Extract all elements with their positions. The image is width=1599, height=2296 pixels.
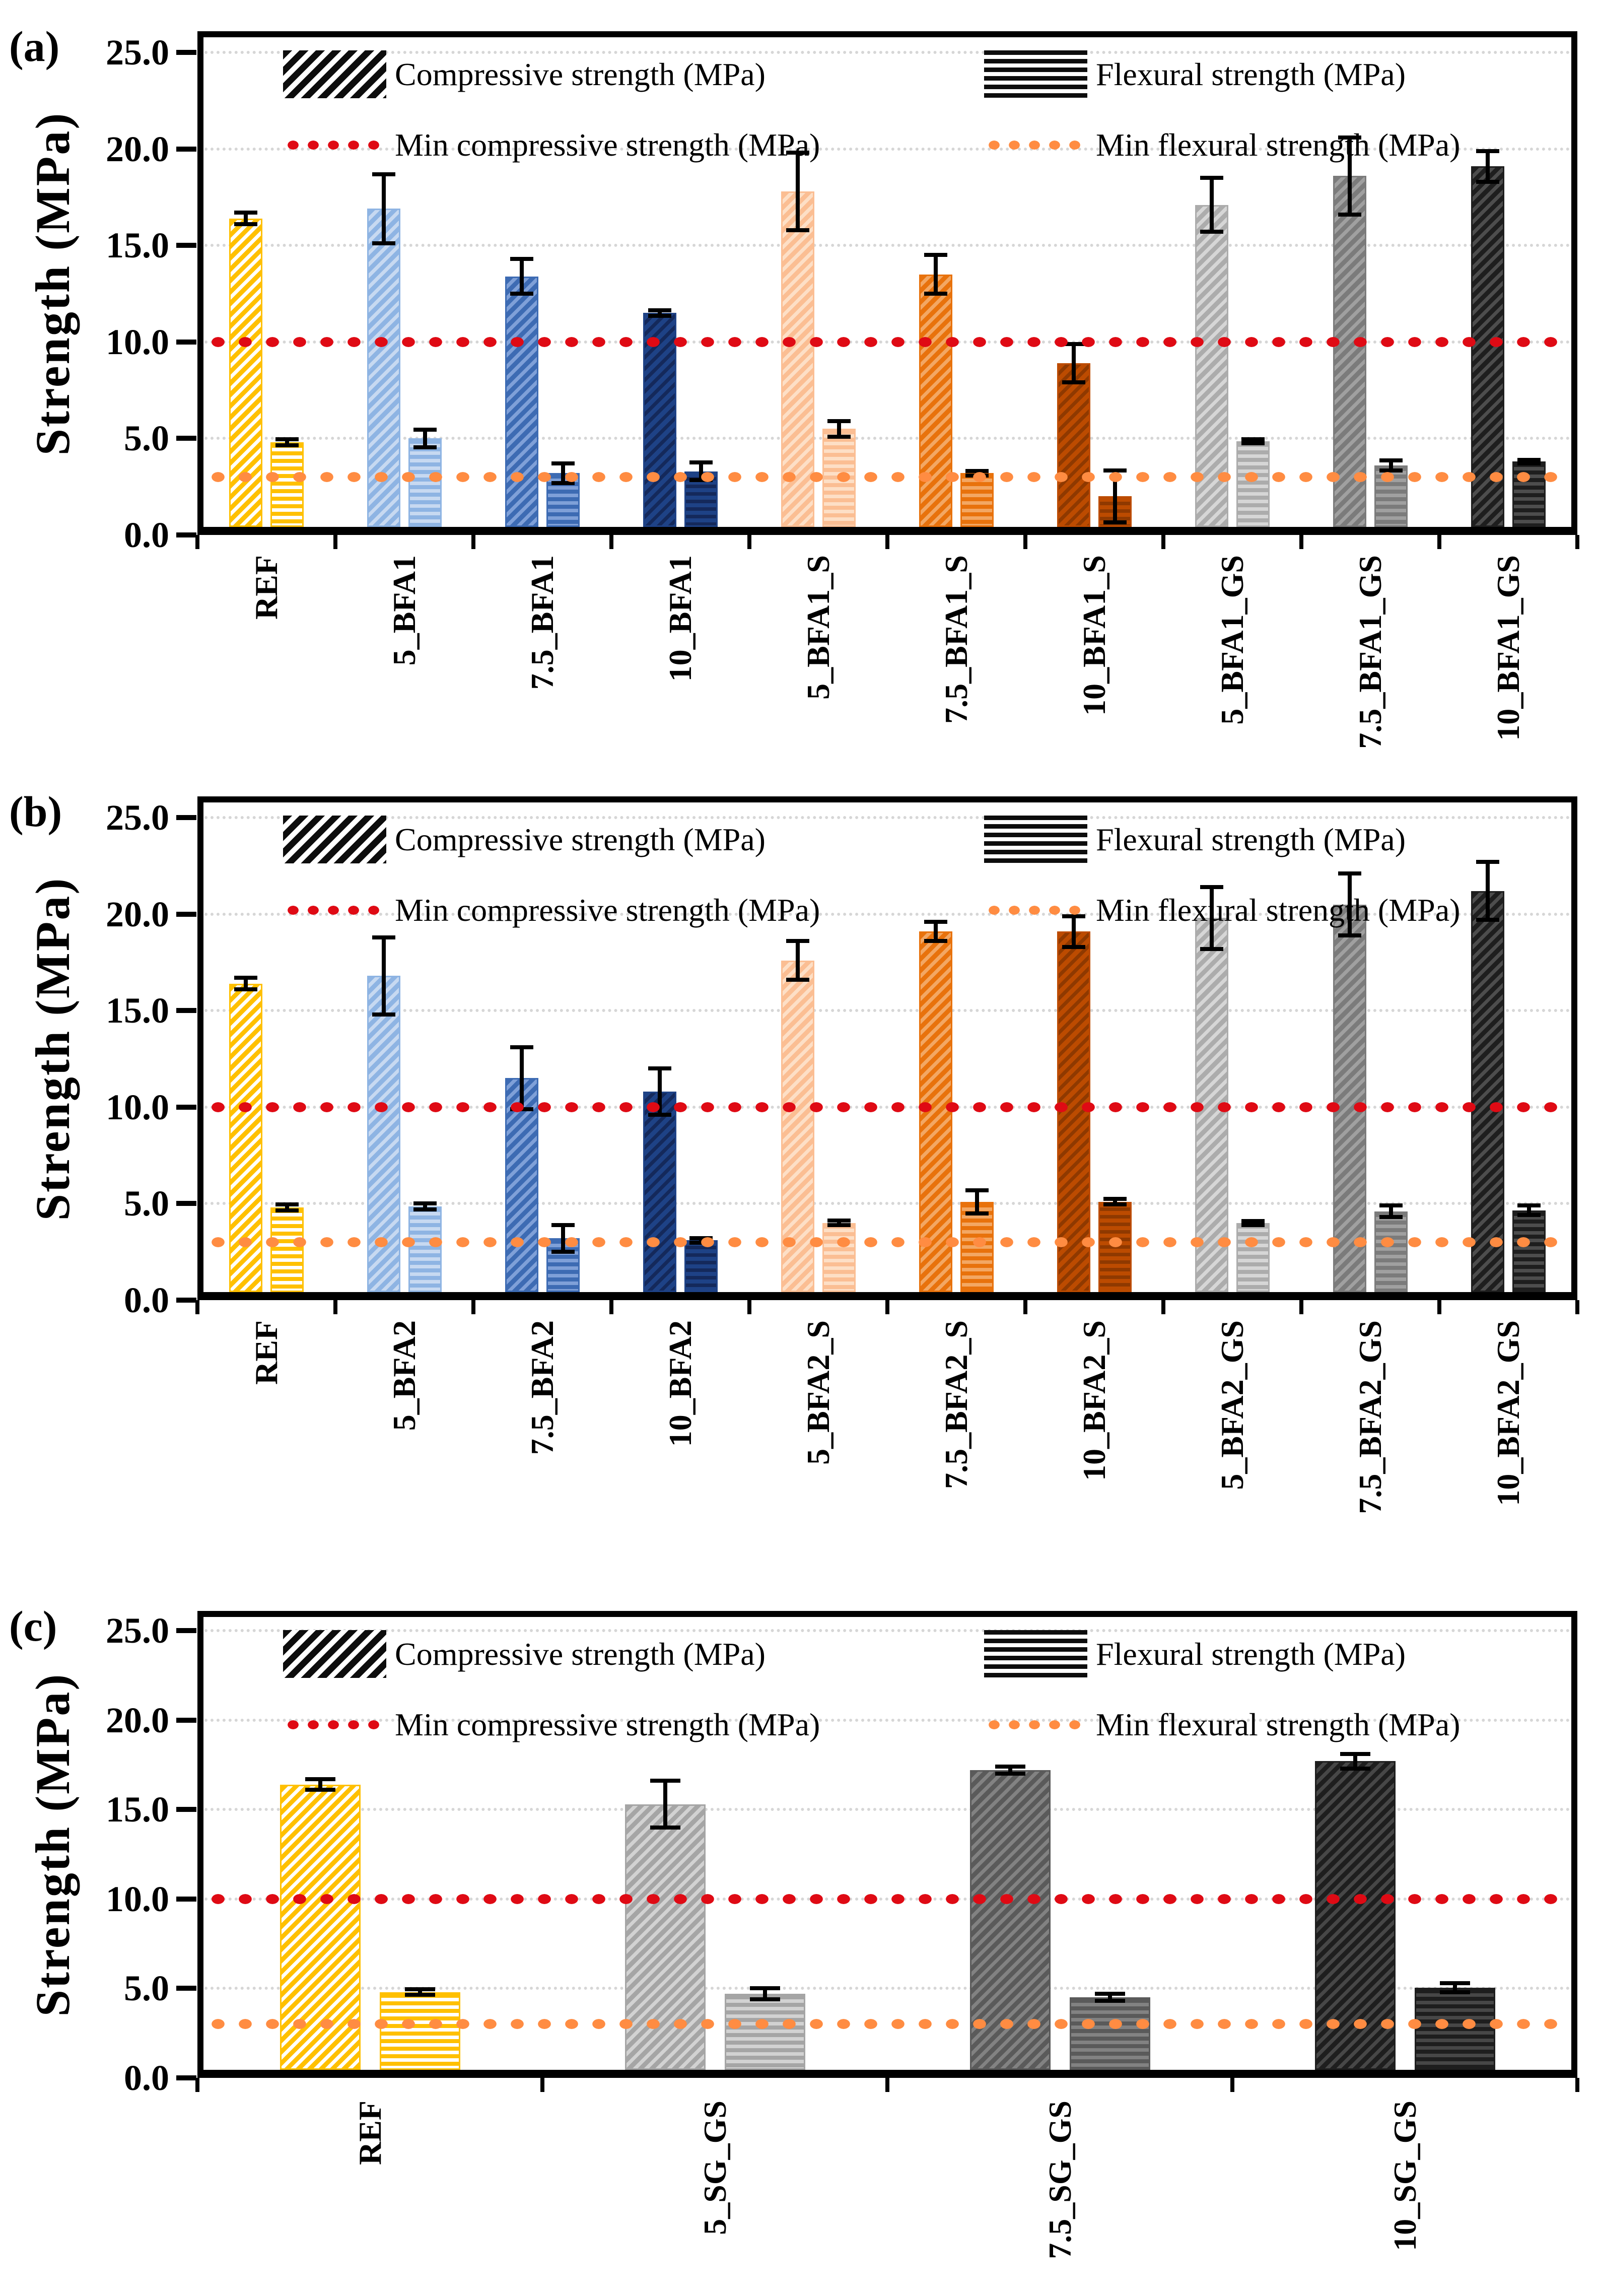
legend-min-flexural: Min flexural strength (MPa) [1096,892,1461,928]
errorbar-cap-bottom [648,314,671,318]
errorbar-cap-top [372,935,395,939]
errorbar-cap-bottom [1200,230,1223,234]
errorbar-cap-bottom [786,228,809,232]
y-tick-label: 20.0 [106,128,169,169]
y-tick-mark [176,436,196,441]
y-tick-mark [176,1628,196,1633]
errorbar-cap-top [305,1777,335,1781]
errorbar-10_BFA1_S [1072,344,1076,383]
errorbar-cap-top [650,1779,680,1783]
errorbar-cap-bottom [1103,520,1127,524]
errorbar-cap-top [1440,1981,1470,1985]
y-tick-mark [176,1807,196,1812]
legend-min-compressive: Min compressive strength (MPa) [395,1707,820,1742]
x-tick-label-10_BFA1_S: 10_BFA1_S [1076,555,1112,716]
x-tick-mark [1575,535,1579,549]
y-axis-title-c: Strength (MPa) [26,1672,80,2017]
x-tick-mark [747,535,751,549]
y-tick-mark [176,1986,196,1991]
y-tick-label: 0.0 [124,1280,169,1320]
plot-area [197,31,1577,535]
y-tick-mark [176,532,196,537]
errorbar-cap-bottom [551,1250,575,1254]
errorbar-cap-bottom [275,443,299,447]
bar-compressive-7.5_BFA1_S [919,275,952,527]
flexural-stripe-swatch [984,816,1087,863]
x-tick-label-REF: REF [248,555,284,620]
x-tick-mark [1299,535,1303,549]
errorbar-cap-bottom [1517,461,1541,465]
x-tick-label-10_BFA1: 10_BFA1 [662,555,698,682]
errorbar-cap-bottom [1200,947,1223,951]
x-tick-mark [885,1300,889,1314]
errorbar-cap-bottom [405,1993,435,1997]
errorbar-cap-top [1103,1197,1127,1201]
min-flexural-line [204,2018,1570,2030]
errorbar-cap-top [413,1201,437,1205]
bar-flexural-5_BFA2_S [822,1223,856,1292]
errorbar-cap-top [995,1765,1025,1769]
errorbar-cap-top [965,1188,989,1192]
errorbar-cap-bottom [1241,441,1265,445]
errorbar-cap-bottom [1062,380,1085,384]
x-tick-mark [1575,1300,1579,1314]
bar-flexural-10_BFA2_GS [1512,1210,1546,1292]
legend-flexural: Flexural strength (MPa) [1096,822,1406,857]
x-tick-label-7.5_SG_GS: 7.5_SG_GS [1041,2101,1078,2259]
x-tick-mark [1437,535,1441,549]
errorbar-cap-bottom [924,292,947,296]
dotted-line-swatch [984,139,1087,151]
x-tick-mark [1299,1300,1303,1314]
bar-compressive-10_BFA2_GS [1471,891,1504,1292]
errorbar-cap-bottom [750,1997,780,2001]
y-tick-label: 15.0 [106,990,169,1031]
y-tick-label: 15.0 [106,225,169,266]
y-tick-mark [176,1718,196,1723]
x-tick-mark [471,1300,475,1314]
dotted-line-swatch [283,1719,386,1731]
y-tick-label: 10.0 [106,321,169,362]
y-tick-mark [176,340,196,345]
y-tick-label: 5.0 [124,1183,169,1224]
errorbar-cap-top [689,460,713,464]
panel-label-b: (b) [9,787,62,836]
errorbar-cap-bottom [1440,1990,1470,1994]
x-tick-mark [609,535,613,549]
errorbar-cap-top [924,253,947,257]
dotted-line-swatch [984,904,1087,916]
errorbar-cap-bottom [413,1207,437,1211]
x-tick-mark [195,2078,199,2092]
min-compressive-line [204,1894,1570,1905]
x-tick-mark [885,535,889,549]
errorbar-cap-top [1379,458,1403,462]
errorbar-cap-top [1095,1992,1125,1996]
errorbar-cap-bottom [275,1208,299,1212]
bar-flexural-7.5_SG_GS [1070,1997,1150,2070]
errorbar-5_BFA1 [382,174,386,244]
min-flexural-line [204,1237,1570,1248]
errorbar-cap-bottom [1103,1202,1127,1206]
bar-flexural-5_BFA1 [408,438,442,527]
legend-min-flexural: Min flexural strength (MPa) [1096,127,1461,163]
y-tick-label: 10.0 [106,1087,169,1127]
x-tick-label-10_BFA1_GS: 10_BFA1_GS [1490,555,1526,741]
y-tick-mark [176,815,196,820]
errorbar-cap-bottom [648,1113,671,1117]
dotted-line-swatch [984,1719,1087,1731]
errorbar-cap-bottom [827,1223,851,1227]
errorbar-cap-bottom [413,445,437,449]
x-tick-label-REF: REF [248,1320,284,1385]
y-tick-label: 10.0 [106,1878,169,1919]
errorbar-cap-bottom [1241,1223,1265,1227]
x-tick-mark [885,2078,889,2092]
errorbar-cap-bottom [1340,1767,1370,1771]
x-tick-label-5_BFA2_S: 5_BFA2_S [800,1320,836,1465]
x-tick-label-7.5_BFA1: 7.5_BFA1 [524,555,560,690]
x-tick-mark [747,1300,751,1314]
x-tick-label-5_BFA2_GS: 5_BFA2_GS [1214,1320,1250,1490]
legend-min-flexural: Min flexural strength (MPa) [1096,1707,1461,1742]
bar-flexural-REF [270,1207,304,1292]
y-tick-mark [176,2075,196,2080]
x-tick-label-5_BFA2: 5_BFA2 [386,1320,422,1431]
flexural-stripe-swatch [984,1630,1087,1678]
x-tick-label-7.5_BFA1_S: 7.5_BFA1_S [938,555,974,724]
errorbar-5_SG_GS [663,1781,667,1827]
errorbar-10_BFA1_GS [1486,151,1490,182]
x-tick-label-7.5_BFA2: 7.5_BFA2 [524,1320,560,1455]
x-tick-mark [540,2078,544,2092]
y-tick-mark [176,1201,196,1206]
y-tick-label: 25.0 [106,1610,169,1651]
bar-compressive-5_SG_GS [625,1804,706,2070]
errorbar-cap-top [1476,860,1499,864]
errorbar-cap-top [275,1202,299,1206]
errorbar-cap-bottom [305,1788,335,1792]
x-tick-label-10_SG_GS: 10_SG_GS [1386,2101,1423,2251]
errorbar-7.5_BFA1_S [934,255,938,294]
y-tick-label: 5.0 [124,418,169,459]
y-axis-title-a: Strength (MPa) [26,111,80,456]
y-tick-mark [176,147,196,152]
errorbar-cap-bottom [924,939,947,943]
errorbar-cap-top [510,257,533,261]
x-tick-mark [1437,1300,1441,1314]
x-tick-label-5_SG_GS: 5_SG_GS [697,2101,733,2235]
bar-flexural-5_BFA1_GS [1236,441,1270,527]
legend-compressive: Compressive strength (MPa) [395,822,766,857]
x-tick-mark [333,1300,337,1314]
errorbar-5_BFA1_GS [1210,178,1214,232]
plot-area [197,796,1577,1300]
y-tick-label: 5.0 [124,1968,169,2009]
bar-compressive-7.5_BFA2_GS [1333,905,1366,1292]
compressive-hatch-swatch [283,50,386,98]
errorbar-cap-bottom [234,222,257,226]
y-tick-mark [176,1008,196,1013]
y-axis-title-b: Strength (MPa) [26,876,80,1221]
bar-flexural-REF [270,442,304,527]
errorbar-cap-top [827,1219,851,1223]
errorbar-cap-bottom [1517,1213,1541,1217]
bar-flexural-5_BFA2 [408,1206,442,1292]
dotted-line-swatch [283,139,386,151]
y-tick-label: 0.0 [124,515,169,555]
errorbar-10_BFA2_GS [1486,862,1490,920]
legend-compressive: Compressive strength (MPa) [395,1636,766,1672]
errorbar-5_BFA2_S [796,941,800,980]
panel-label-a: (a) [9,22,60,71]
errorbar-5_BFA1 [423,430,427,447]
y-tick-mark [176,243,196,248]
min-compressive-line [204,1102,1570,1113]
errorbar-cap-bottom [510,292,533,296]
errorbar-cap-top [551,461,575,465]
x-tick-mark [1023,1300,1027,1314]
errorbar-cap-bottom [1379,1215,1403,1219]
x-tick-label-REF: REF [352,2101,388,2165]
errorbar-cap-bottom [1062,945,1085,949]
bar-flexural-REF [380,1992,460,2070]
legend-flexural: Flexural strength (MPa) [1096,1636,1406,1672]
errorbar-7.5_BFA1 [520,259,524,294]
errorbar-cap-top [648,308,671,312]
errorbar-cap-bottom [1095,1999,1125,2003]
bar-compressive-10_BFA1_S [1057,363,1090,527]
bar-flexural-5_SG_GS [725,1994,805,2070]
x-tick-mark [195,1300,199,1314]
y-tick-mark [176,1298,196,1303]
errorbar-cap-top [234,211,257,215]
errorbar-cap-bottom [1476,180,1499,184]
errorbar-cap-top [1476,149,1499,153]
x-tick-label-5_BFA1_S: 5_BFA1_S [800,555,836,700]
y-tick-label: 20.0 [106,1700,169,1740]
errorbar-7.5_BFA2 [520,1047,524,1109]
errorbar-cap-bottom [965,1211,989,1215]
bar-flexural-10_BFA2 [684,1240,718,1292]
errorbar-cap-top [827,419,851,423]
compressive-hatch-swatch [283,816,386,863]
errorbar-cap-top [275,437,299,441]
x-tick-mark [333,535,337,549]
x-tick-label-10_BFA2_S: 10_BFA2_S [1076,1320,1112,1481]
errorbar-cap-top [924,920,947,924]
errorbar-10_BFA2_S [1072,916,1076,947]
errorbar-cap-top [1338,871,1361,875]
y-tick-label: 15.0 [106,1789,169,1830]
errorbar-cap-top [1379,1203,1403,1207]
errorbar-cap-top [551,1223,575,1227]
x-tick-label-7.5_BFA2_S: 7.5_BFA2_S [938,1320,974,1489]
x-tick-mark [471,535,475,549]
errorbar-5_BFA2 [382,937,386,1015]
errorbar-cap-bottom [1476,918,1499,922]
x-tick-mark [1161,535,1165,549]
x-tick-label-7.5_BFA2_GS: 7.5_BFA2_GS [1352,1320,1388,1514]
errorbar-cap-bottom [827,435,851,439]
x-tick-label-10_BFA2_GS: 10_BFA2_GS [1490,1320,1526,1506]
errorbar-cap-top [1517,1203,1541,1207]
bar-compressive-10_BFA2 [643,1092,676,1292]
errorbar-cap-top [1340,1752,1370,1756]
y-tick-mark [176,50,196,55]
y-tick-mark [176,912,196,917]
legend-compressive: Compressive strength (MPa) [395,56,766,92]
x-tick-label-7.5_BFA1_GS: 7.5_BFA1_GS [1352,555,1388,749]
errorbar-7.5_BFA2_S [975,1190,979,1213]
errorbar-cap-top [413,428,437,432]
min-compressive-line [204,336,1570,348]
y-tick-mark [176,1897,196,1902]
legend-min-compressive: Min compressive strength (MPa) [395,127,820,163]
errorbar-cap-top [1200,176,1223,180]
min-flexural-line [204,471,1570,483]
errorbar-cap-top [786,939,809,943]
flexural-stripe-swatch [984,50,1087,98]
errorbar-cap-top [234,976,257,980]
y-tick-label: 20.0 [106,894,169,934]
panel-label-c: (c) [9,1602,57,1650]
errorbar-cap-bottom [1338,213,1361,217]
bar-flexural-5_BFA2_GS [1236,1223,1270,1292]
x-tick-label-10_BFA2: 10_BFA2 [662,1320,698,1447]
x-tick-mark [1230,2078,1234,2092]
y-tick-mark [176,1105,196,1110]
x-tick-mark [609,1300,613,1314]
y-tick-label: 25.0 [106,797,169,838]
errorbar-cap-top [648,1066,671,1070]
errorbar-7.5_BFA2_S [934,922,938,941]
errorbar-cap-bottom [650,1826,680,1830]
x-tick-mark [195,535,199,549]
compressive-hatch-swatch [283,1630,386,1678]
errorbar-cap-bottom [372,241,395,245]
bar-flexural-7.5_BFA2_GS [1374,1211,1408,1292]
errorbar-cap-bottom [234,987,257,991]
y-tick-label: 0.0 [124,2058,169,2098]
legend-min-compressive: Min compressive strength (MPa) [395,892,820,928]
dotted-line-swatch [283,904,386,916]
x-tick-mark [1023,535,1027,549]
errorbar-cap-bottom [995,1772,1025,1776]
bar-compressive-7.5_BFA1 [505,277,538,527]
x-tick-label-5_BFA1: 5_BFA1 [386,555,422,666]
errorbar-cap-top [750,1986,780,1990]
x-tick-mark [1575,2078,1579,2092]
errorbar-cap-top [405,1987,435,1991]
x-tick-label-5_BFA1_GS: 5_BFA1_GS [1214,555,1250,725]
errorbar-cap-top [372,172,395,176]
x-tick-mark [1161,1300,1165,1314]
errorbar-cap-top [510,1045,533,1049]
errorbar-cap-bottom [372,1012,395,1017]
legend-flexural: Flexural strength (MPa) [1096,56,1406,92]
y-tick-label: 25.0 [106,32,169,73]
errorbar-cap-bottom [786,978,809,982]
